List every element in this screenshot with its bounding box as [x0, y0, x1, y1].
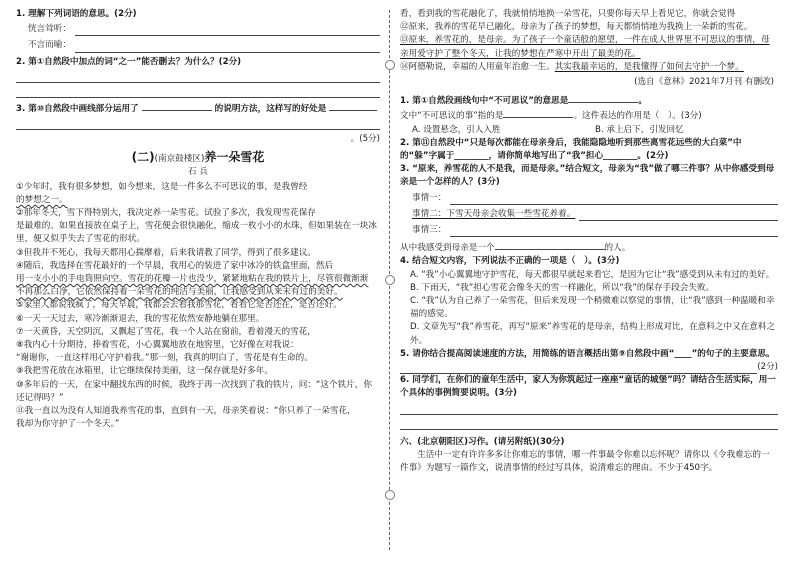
- answer-row: [412, 192, 778, 205]
- right-question-6-title: 6. 同学们，在你们的童年生活中，家人为你筑起过一座座“童话的城堡”吗？请结合生活实际，用一个具体的事例简要说明。(3分): [400, 375, 776, 399]
- passage-author: 石 兵: [188, 167, 208, 178]
- answer-row: [412, 208, 778, 221]
- term-label: 恍言耸听：: [28, 24, 71, 35]
- question-1-title: 1. 理解下列词语的意思。(2分): [16, 9, 137, 19]
- right-question-2-title: 2. 第⑪自然段中“只是每次都能在母亲身后，我能隐隐地听到那些离雪花远些的大白菜”中的“躲”字属于________，请你简单地写出了“我”担心________。(2分): [400, 137, 742, 162]
- event-label: 事情二：下雪天母亲会收集一些雪花养着。: [412, 208, 576, 219]
- choice-option[interactable]: C. “我”认为自己养了一朵雪花，但后来发现一个稍微难以察觉的事情，让“我”感到一种温暖和幸福的感觉。: [410, 296, 775, 320]
- question-5-score: (2分): [757, 362, 778, 373]
- passage-paragraph: 是最难的。如果直接放在桌子上，雪花便会很快融化，缩成一枚小小的水珠，但如果装在一块冰里，便又似乎失去了雪花的形状。: [16, 221, 377, 245]
- question-text: 文中“不可思议的事”指的是: [400, 111, 504, 122]
- passage-line: ⑬原来，养雪花的，是母亲。为了孩子一个童话般的愿望，一件在成人世界里不可思议的事情，母亲用爱守护了整个冬天，让我的梦想在严寒中开出了最美的花。: [400, 35, 770, 59]
- answer-blank[interactable]: [450, 193, 778, 205]
- passage-paragraph: ⑫原来，我养的雪花早已融化，母亲为了孩子的梦想，每天都悄悄地为我换上一朵新的雪花。: [400, 22, 753, 33]
- section-heading: [16, 151, 380, 166]
- answer-blank[interactable]: [400, 362, 757, 374]
- passage-paragraph: 我却为你守护了一个冬天。”: [16, 419, 120, 430]
- question-3-title: [16, 101, 380, 116]
- passage-paragraph: ⑧我内心十分期待，捧着雪花，小心翼翼地放在地窖里，它好像在对我说：: [16, 340, 299, 351]
- passage-line: ⑭阿德勒说，幸福的人用童年治愈一生。: [400, 61, 555, 72]
- question-text: 从中我感受到母亲是一个: [400, 243, 495, 254]
- answer-blank[interactable]: [495, 240, 605, 250]
- binding-hole: [385, 60, 395, 70]
- question-3-text-a: 3. 第⑩自然段中画线部分运用了: [16, 103, 139, 114]
- question-text: 。这件表达的作用是（ ）。(3分): [573, 111, 702, 122]
- passage-line: ①少年时，我有很多梦想，如今想来，这是一件多么不可思议的事，是我曾经: [16, 181, 308, 192]
- passage-paragraph: ⑨我把雪花放在冰箱里，让它继续保持美丽，这一保存就是好多年。: [16, 366, 273, 377]
- passage-paragraph: [16, 181, 380, 194]
- composition-section: [400, 436, 778, 476]
- right-question-4-title: 4. 结合短文内容，下列说法不正确的一项是（ ）。(3分): [400, 256, 620, 267]
- choice-option[interactable]: B. 承上启下，引发回忆: [595, 124, 684, 135]
- passage-paragraph: 看，看到我的雪花融化了，我就悄悄地换一朵雪花，只要你每天早上看见它，你就会觉得: [400, 9, 736, 19]
- answer-row: [28, 39, 380, 52]
- passage-line: 不再那么白净，它依然保持着一朵雪花的纯洁与美丽，让我感受到从来未有过的美好。: [16, 287, 343, 298]
- passage-paragraph: ⑩多年后的一天，在家中翻找东西的时候，我终于再一次找到了我的铁片，问：“这个铁片，你还记得吗？”: [16, 379, 372, 403]
- choice-options: [412, 124, 778, 137]
- answer-line[interactable]: [16, 86, 380, 98]
- passage-paragraph: “谢谢你，一直这样用心守护着我。”那一刻，我真的明白了，雪花是有生命的。: [16, 353, 313, 364]
- question-text: 的人。: [604, 243, 631, 254]
- passage-paragraph: ⑤家里人都说我疯了，每天早晨，我都会去看我那雪花，看看它是否还在，是否还好。: [16, 300, 342, 311]
- passage-title: 养一朵雪花: [204, 150, 265, 165]
- choice-option[interactable]: A. “我”小心翼翼地守护雪花，每天都很早就起来看它，是因为它让“我”感受到从未有过的美好。: [410, 269, 775, 280]
- event-label: 事情三：: [412, 225, 447, 236]
- answer-blank[interactable]: [579, 209, 778, 221]
- choice-option[interactable]: B. 下雨天，“我”担心雪花会像冬天的雪一样融化，所以“我”的保存手段会失败。: [410, 282, 715, 293]
- question-text: 。: [638, 96, 647, 107]
- passage-paragraph: [400, 34, 778, 60]
- question-line: [400, 108, 778, 123]
- composition-title: 六、(北京朝阳区)习作。(请另附纸)(30分): [400, 436, 565, 447]
- answer-blank[interactable]: [75, 41, 380, 53]
- choice-option[interactable]: D. 文章先写“我”养雪花，再写“原来”养雪花的是母亲，结构上形成对比，在意料之中又在意料之外。: [410, 322, 776, 346]
- passage-line: 用一支小小的手电筒照向空。雪花的花瓣一片也没少，紧紧地粘在我的铁片上，尽管很微渐渐: [16, 274, 369, 285]
- passage-paragraph: ④随后，我选择在雪花最好的一个早晨，我用心的装进了家中冰冷的铁盒里面，然后: [16, 260, 334, 271]
- passage-paragraph: ②那年冬天，雪下得特别大，我决定养一朵雪花。试验了多次，我发现雪花保存: [16, 208, 316, 219]
- answer-blank[interactable]: [450, 225, 778, 237]
- answer-row: [412, 224, 778, 237]
- passage-paragraph: ③但我并不死心，我每天都用心揣摩着，后来我请教了同学，得到了很多建议。: [16, 247, 316, 258]
- binding-hole: [385, 275, 395, 285]
- section-source: (南京鼓楼区): [154, 154, 205, 165]
- answer-blank[interactable]: [568, 93, 638, 103]
- answer-blank[interactable]: [75, 24, 380, 36]
- answer-blank[interactable]: [142, 101, 212, 111]
- passage-paragraph: ⑦一天黄昏，天空阴沉，又飘起了雪花，我一个人站在窗前，看着漫天的雪花，: [16, 326, 316, 337]
- answer-line[interactable]: [400, 418, 778, 430]
- left-column: [16, 8, 380, 431]
- section-number: (二): [131, 150, 155, 165]
- passage-line: 其实我最幸运的，是我懂得了如何去守护一个梦。: [554, 61, 744, 72]
- question-text: 1. 第①自然段画线句中“不可思议”的意思是: [400, 96, 569, 107]
- right-question-1-title: [400, 93, 778, 108]
- passage-paragraph: [16, 194, 380, 207]
- passage-paragraph: ⑥一天一天过去，寒冷渐渐退去，我的雪花依然安静地躺在那里。: [16, 313, 265, 324]
- question-line: [400, 240, 778, 255]
- answer-line[interactable]: [16, 71, 380, 83]
- answer-line[interactable]: [400, 403, 778, 415]
- choice-option[interactable]: A. 设置悬念，引人入胜: [412, 124, 501, 135]
- answer-line[interactable]: [16, 118, 380, 130]
- answer-blank[interactable]: [503, 108, 573, 118]
- question-2-title: 2. 第①自然段中加点的词“之一”能否删去？为什么？(2分): [16, 56, 242, 67]
- passage-paragraph: [16, 273, 380, 286]
- right-column: [400, 8, 778, 475]
- event-label: 事情一：: [412, 192, 447, 203]
- question-3-text-b: 的说明方法，这样写的好处是: [214, 103, 327, 114]
- passage-paragraph: [16, 286, 380, 299]
- answer-row: [400, 361, 778, 374]
- passage-paragraph: [400, 61, 778, 74]
- passage-paragraph: ⑪我一直以为没有人知道我养雪花的事，直到有一天，母亲笑着说：“你只养了一朵雪花，: [16, 406, 356, 417]
- passage-source: (选自《意林》2021年7月刊 有删改): [634, 77, 774, 88]
- right-question-5-title: 5. 请你结合提高阅读速度的方法，用简练的语言概括出第⑨自然段中画“____”的句子的主要意思。: [400, 348, 775, 359]
- right-question-3-title: 3. “原来，养雪花的人不是我，而是母亲。”结合短文，母亲为“我”做了哪三件事？从中你感受到母亲是一个怎样的人？(3分): [400, 164, 775, 188]
- composition-prompt: 生活中一定有许许多多让你难忘的事情，哪一件事最令你难以忘怀呢？请你以《令我难忘的一件事》为题写一篇作文，说清事情的经过写具体，说清难忘的理由。不少于450字。: [400, 449, 770, 474]
- term-label: 不言而喻：: [28, 40, 71, 51]
- question-3-score: 。(5分): [350, 134, 380, 145]
- answer-blank[interactable]: [329, 101, 377, 111]
- passage-line: 的梦想之一。: [16, 194, 68, 205]
- answer-row: [28, 23, 380, 36]
- binding-hole: [385, 490, 395, 500]
